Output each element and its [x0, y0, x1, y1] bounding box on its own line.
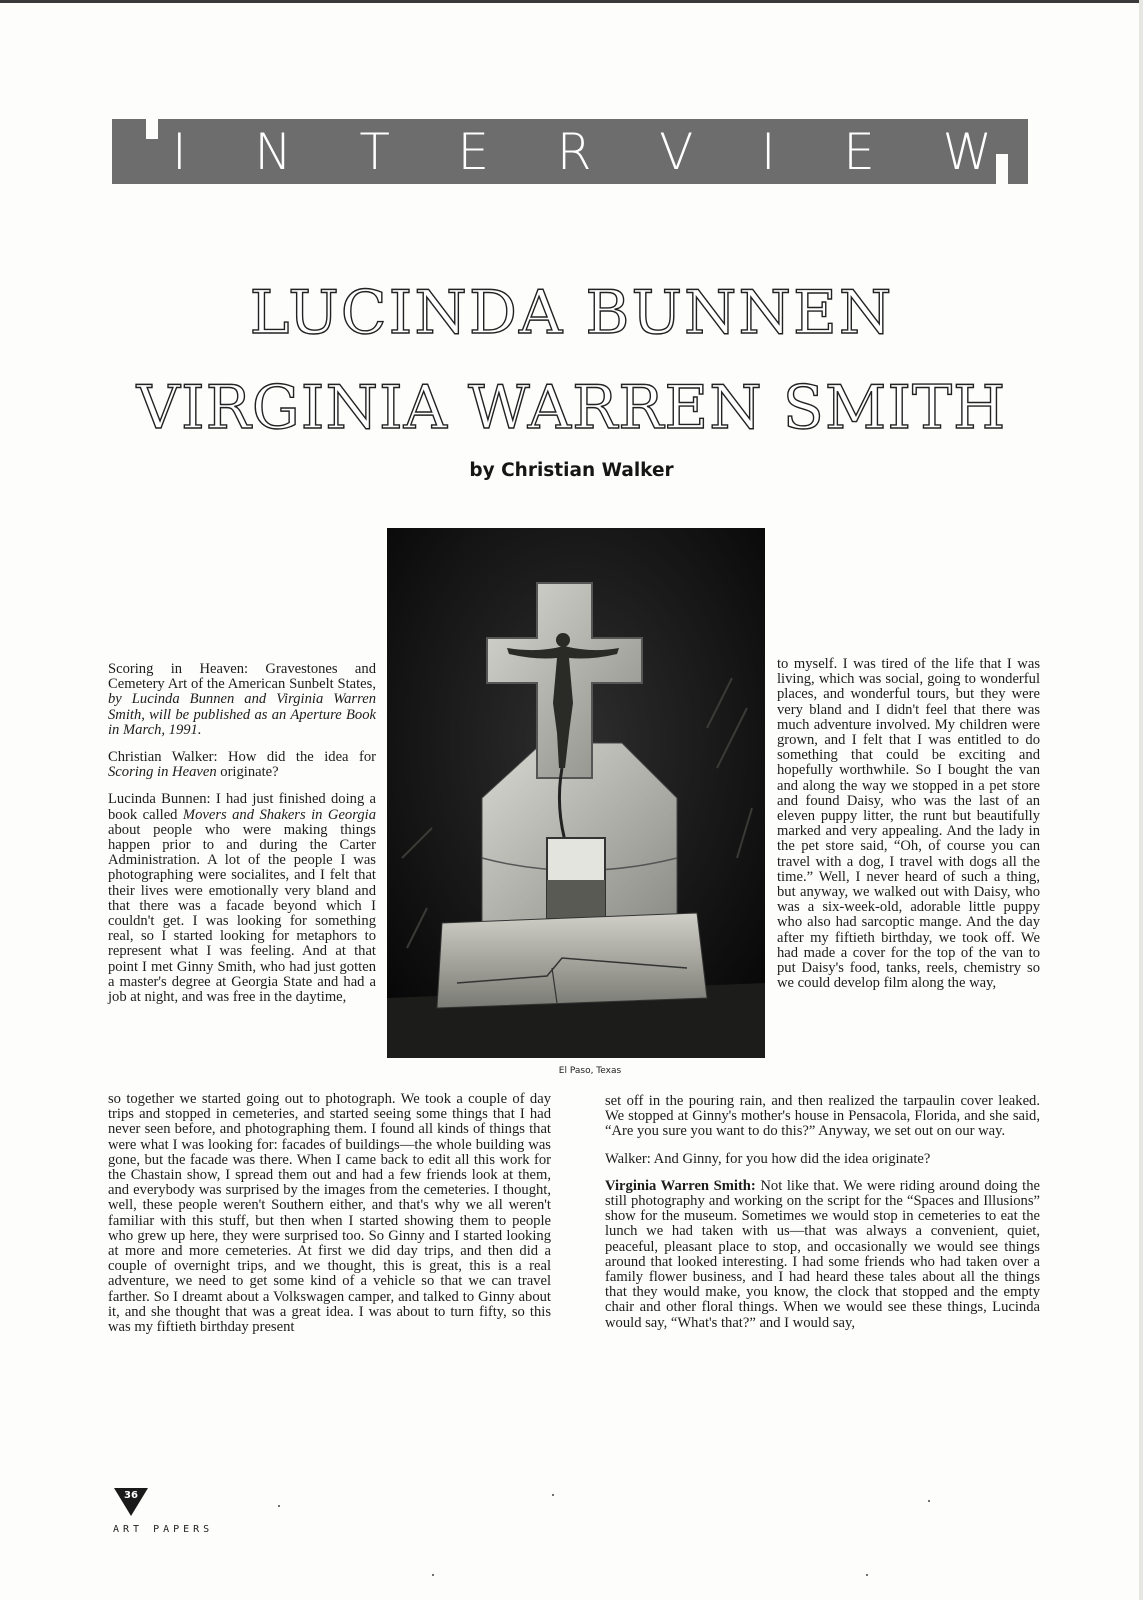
dust-speck: [552, 1494, 554, 1496]
dust-speck: [928, 1500, 930, 1502]
banner-letter: N: [254, 123, 292, 181]
banner-letter: V: [659, 123, 694, 181]
intro-text: Scoring in Heaven: Gravestones and Cemetery Art of the American Sunbelt States,: [108, 661, 376, 693]
banner-letter: E: [843, 123, 875, 181]
banner-letter: W: [942, 123, 992, 181]
interview-banner: [112, 119, 1028, 184]
banner-heading: [172, 122, 992, 182]
magazine-name: ART PAPERS: [113, 1524, 214, 1535]
photo-illustration: [387, 528, 765, 1058]
answer-2: [605, 1179, 1040, 1331]
answer-1-continued: to myself. I was tired of the life that I was living, which was social, going to wonderful places, and wonderful tours, but they were very bland and I didn't feel that there was much adventure involved. My children were grown, and I felt that I was entitled to do something that could be exciting and hopefully worthwhile. So I bought the van and along the way we stopped in a pet store and found Daisy, who was the last of an eleven puppy litter, the runt but beautifully marked and very appealing. And the lady in the pet store said, “Oh, of course you can travel with a dog, I travel with dogs all the time.” Well, I never heard of such a thing, but anyway, we walked out with Daisy, who was a six-week-old, adorable little puppy who also had sarcoptic mange. And the day after my fiftieth birthday, we took off. We had made a cover for the top of the van to put Daisy's food, tanks, reels, chemistry so we could develop film along the way,: [777, 656, 1040, 992]
banner-letter: E: [457, 123, 490, 181]
photo-caption: El Paso, Texas: [558, 1066, 622, 1076]
banner-letter: I: [760, 123, 776, 181]
banner-letter: R: [556, 123, 592, 181]
column-bottom-left: [108, 1092, 551, 1347]
page-edge: [1139, 0, 1143, 1600]
question-1-tail: originate?: [216, 764, 279, 781]
answer-2-speaker: Virginia Warren Smith:: [605, 1177, 756, 1194]
dust-speck: [432, 1574, 434, 1576]
answer-1-book-title: Movers and Shakers in Georgia: [182, 806, 377, 823]
banner-letter: T: [359, 123, 390, 181]
dust-speck: [278, 1505, 280, 1507]
question-1-book-title: Scoring in Heaven: [108, 764, 217, 781]
banner-notch-right: [996, 154, 1008, 188]
answer-1-start: [108, 792, 376, 1005]
dust-speck: [866, 1574, 868, 1576]
question-1: [108, 750, 376, 780]
cemetery-photograph: [387, 528, 765, 1058]
intro-paragraph: [108, 662, 376, 738]
banner-notch-left: [146, 115, 158, 139]
top-border: [0, 0, 1143, 3]
byline: by Christian Walker: [469, 460, 674, 481]
page-number: 36: [124, 1490, 138, 1501]
answer-1-body: so together we started going out to photograph. We took a couple of day trips and stopped in cemeteries, and started seeing some things that I had never seen before, and photographing them. I found all kinds of things that were what I was looking for: facades of buildings—the whole building was gone, but the facade was there. When I came back to edit all this work for the Chastain show, I spread them out and had a few friends look at them, and everybody was surprised by the images from the cemeteries. I thought, well, these people weren't Southern either, and that's why we all weren't familiar with this stuff, but then when I started showing them to people who grew up here, they were surprised too. So Ginny and I started looking at more and more cemeteries. At first we did day trips, and then did a couple of overnight trips, and we thought, this is great, this is a real adventure, we need to get some kind of a vehicle so that we can travel farther. So I dreamt about a Volkswagen camper, and talked to Ginny about it, and she thought that was a great idea. I was about to turn fifty, so this was my fiftieth birthday present: [108, 1091, 551, 1336]
answer-1-lead: Lucinda Bunnen: I had just finished doing a book called: [108, 791, 376, 823]
answer-1-end: set off in the pouring rain, and then realized the tarpaulin cover leaked. We stopped at Ginny's mother's house in Pensacola, Florida, and she said, “Are you sure you want to do this?” Anyway, we set out on our way.: [605, 1093, 1040, 1140]
title-line-1: LUCINDA BUNNEN: [249, 278, 894, 348]
column-bottom-right: [605, 1094, 1040, 1343]
answer-1-text: about people who were making things happen prior to and during the Carter Administration. A lot of the people I was photographing were socialites, and I felt that their lives were emotionally very bland and that there was a facade beyond which I couldn't get. I was looking for something real, so I started looking for metaphors to represent what I was feeling. And at that point I met Ginny Smith, who had just gotten a master's degree at Georgia State and had a job at night, and was free in the daytime,: [108, 821, 376, 1006]
question-2: Walker: And Ginny, for you how did the idea originate?: [605, 1150, 931, 1167]
answer-2-text: Not like that. We were riding around doing the still photography and working on the script for the “Spaces and Illusions” show for the museum. Sometimes we would stop in cemeteries to eat the lunch we had taken with us—that was always a convenient, quiet, peaceful, pleasant place to stop, and occasionally we would see things around that looked interesting. I had some friends who had taken over a family flower business, and I had heard these tales about all the things that they would make, you know, the clock that stopped and the empty chair and other floral things. When we would see these things, Lucinda would say, “What's that?” and I would say,: [605, 1177, 1040, 1331]
column-left: [108, 662, 376, 1017]
banner-letter: I: [172, 123, 187, 181]
title-line-2: VIRGINIA WARREN SMITH: [136, 373, 1007, 443]
intro-italic: by Lucinda Bunnen and Virginia Warren Smith, will be published as an Aperture Book in March, 1991.: [108, 691, 376, 738]
question-1-lead: Christian Walker: How did the idea for: [108, 749, 376, 766]
column-right: [777, 657, 1040, 1003]
